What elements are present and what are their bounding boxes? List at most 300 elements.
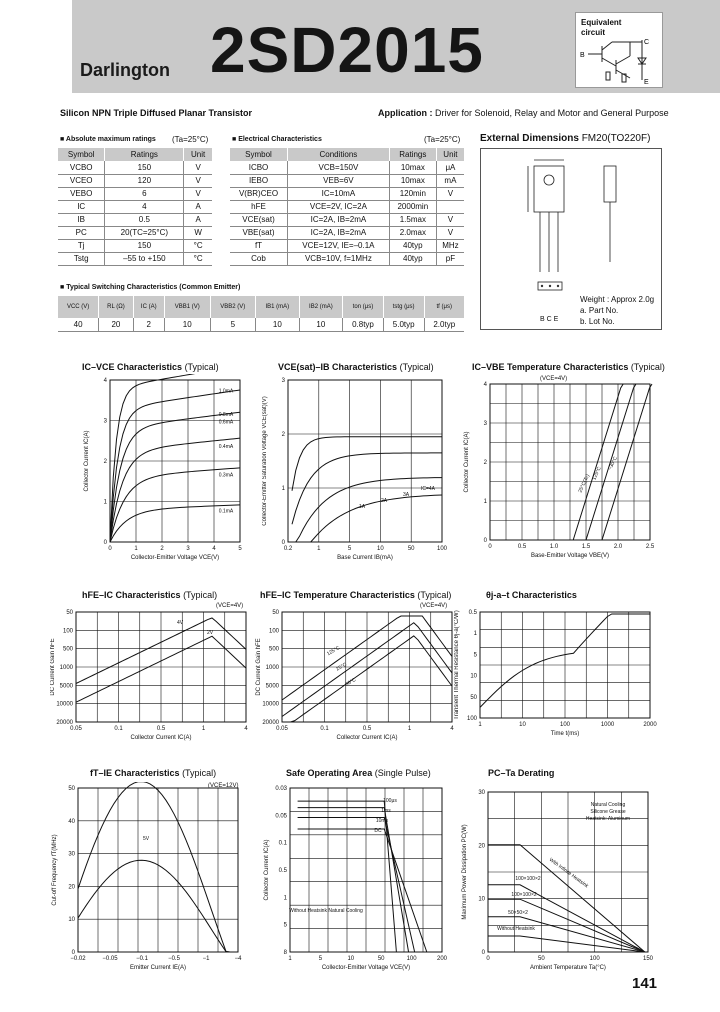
chart7-y-tick: 0 [71, 950, 75, 956]
elec-cell: VCE=2V, IC=2A [288, 200, 390, 213]
abs-max-cell: 150 [105, 161, 184, 174]
abs-max-col-header: Ratings [105, 148, 184, 161]
elec-cell: ICBO [230, 161, 288, 174]
chart1-y-tick: 4 [103, 378, 107, 384]
chart4-note: (Typical) [183, 590, 218, 600]
chart9-y-tick: 0 [481, 950, 485, 956]
switching-cell: 40 [58, 318, 99, 331]
chart8-y-tick: 0.05 [275, 813, 287, 820]
series-label: Darlington [80, 60, 170, 80]
chart6-x-tick: 10 [519, 722, 526, 728]
elec-cell: IC=2A, IB=2mA [288, 213, 390, 226]
elec-cell: 10max [389, 161, 436, 174]
chart1-y-tick: 0 [103, 540, 107, 546]
elec-cell: MHz [436, 239, 464, 252]
switching-col-header: VCC (V) [58, 296, 99, 318]
chart8-y-tick: 1 [283, 895, 287, 902]
chart4-cond: (VCE=4V) [216, 603, 244, 609]
switching-cell: 10 [299, 318, 343, 331]
chart5-x-tick: 0.05 [276, 726, 288, 732]
chart9-y-tick: 10 [478, 896, 485, 903]
device-subtitle: Silicon NPN Triple Diffused Planar Transistor [60, 108, 253, 118]
chart9-pc-ta [458, 782, 658, 972]
elec-cell: 10max [389, 174, 436, 187]
abs-max-cell: –55 to +150 [105, 252, 184, 265]
chart7-curve-label: 5V [142, 836, 150, 842]
chart5-curve-label: 25°C [335, 661, 348, 673]
switching-title: ■ Typical Switching Characteristics (Common Emitter) [60, 284, 241, 291]
chart4-xlabel: Collector Current IC(A) [130, 735, 192, 741]
switching-col-header: ton (μs) [343, 296, 384, 318]
chart3-curve-label: −30°C [607, 455, 619, 472]
abs-max-cell: °C [184, 252, 212, 265]
chart7-ft-ie [50, 782, 250, 972]
abs-max-cell: IB [58, 213, 105, 226]
abs-max-row [58, 226, 212, 239]
chart9-y-tick: 20 [478, 843, 485, 850]
elec-row [230, 252, 464, 265]
elec-cell: mA [436, 174, 464, 187]
chart7-y-tick: 10 [68, 917, 75, 924]
chart1-curve-label: 0.6mA [218, 419, 234, 426]
chart8-curve-label: Without Heatsink Natural Cooling [289, 908, 363, 914]
chart6-y-tick: 5 [473, 652, 477, 659]
abs-max-cell: 120 [105, 174, 184, 187]
chart6-x-tick: 1000 [600, 722, 615, 728]
chart6-y-tick: 1 [473, 631, 477, 638]
elec-col-header: Ratings [389, 148, 436, 161]
switching-cell: 5 [210, 318, 256, 331]
chart3-ylabel: Collector Current IC(A) [464, 431, 470, 493]
chart8-x-tick: 10 [347, 956, 355, 962]
switching-col-header: VBB2 (V) [210, 296, 256, 318]
elec-cell: IEBO [230, 174, 288, 187]
chart7-cond: (VCE=12V) [208, 783, 239, 789]
elec-cell: 2.0max [389, 226, 436, 239]
chart4-ylabel: DC Current Gain hFE [50, 638, 56, 696]
chart7-y-tick: 20 [68, 884, 75, 891]
chart6-xlabel: Time t(ms) [550, 731, 580, 737]
chart6-x-tick: 1 [478, 722, 482, 728]
chart8-curve-label: 100μs [383, 798, 397, 804]
ext-dim-title [480, 133, 650, 144]
chart7-title [90, 768, 216, 778]
chart4-y-tick: 20000 [56, 720, 73, 726]
chart3-note: (Typical) [630, 362, 665, 372]
abs-max-cell: Tj [58, 239, 105, 252]
chart4-y-tick: 500 [62, 646, 73, 653]
chart9-title: PC–Ta Derating [488, 768, 555, 778]
abs-max-cell: PC [58, 226, 105, 239]
chart2-y-tick: 2 [281, 432, 285, 438]
chart3-y-tick: 0 [483, 538, 487, 544]
pin-b-label: B [580, 52, 585, 59]
chart1-x-tick: 5 [238, 546, 242, 552]
chart4-hfe-ic [50, 604, 250, 754]
chart4-y-tick: 5000 [59, 683, 73, 690]
chart7-xlabel: Emitter Current IE(A) [129, 965, 187, 971]
chart2-x-tick: 100 [436, 546, 448, 552]
chart9-note: Silicone Grease [590, 809, 626, 815]
chart9-xlabel: Ambient Temperature Ta(°C) [530, 965, 606, 971]
chart9-curve-label: 100×100×2 [511, 892, 537, 898]
chart4-y-tick: 50 [66, 610, 73, 616]
chart2-y-tick: 3 [281, 378, 285, 384]
elec-table [230, 148, 464, 266]
elec-row [230, 213, 464, 226]
switching-cell: 20 [99, 318, 133, 331]
chart7-x-tick: −0.05 [102, 956, 118, 962]
lot-no-note: b. Lot No. [580, 317, 615, 326]
abs-max-title-text: Absolute maximum ratings [65, 136, 156, 143]
chart8-curve-label: 1ms [381, 808, 391, 814]
application-text: Driver for Solenoid, Relay and Motor and General Purpose [435, 108, 669, 118]
chart2-curve-label: 2A [380, 498, 388, 504]
chart8-y-tick: 0.03 [275, 786, 287, 792]
chart7-y-tick: 30 [68, 851, 75, 858]
chart8-soa [256, 782, 456, 972]
chart2-frame [288, 380, 442, 542]
abs-max-cell: VCBO [58, 161, 105, 174]
chart3-y-tick: 4 [483, 382, 487, 388]
chart3-title [472, 362, 665, 372]
elec-col-header: Symbol [230, 148, 288, 161]
chart8-y-tick: 0.5 [278, 868, 287, 874]
abs-max-row [58, 239, 212, 252]
elec-cell: 2000min [389, 200, 436, 213]
chart2-curve [292, 453, 442, 524]
elec-cell: VBE(sat) [230, 226, 288, 239]
chart7-x-tick: −0.5 [168, 956, 180, 962]
chart8-curve-label: 10ms [375, 818, 389, 824]
chart5-x-tick: 0.1 [320, 726, 329, 732]
elec-cell: 40typ [389, 252, 436, 265]
switching-col-header: tf (μs) [424, 296, 464, 318]
abs-max-cond: (Ta=25°C) [172, 135, 209, 144]
chart2-x-tick: 0.2 [283, 546, 293, 552]
chart5-title [260, 590, 451, 600]
elec-row [230, 187, 464, 200]
application-line [378, 108, 669, 118]
elec-cell [436, 200, 464, 213]
chart8-note: (Single Pulse) [374, 768, 431, 778]
ext-dim-package: FM20(TO220F) [581, 133, 651, 144]
elec-cell: V(BR)CEO [230, 187, 288, 200]
chart5-x-tick: 0.5 [362, 726, 372, 732]
abs-max-header-row [58, 148, 212, 161]
abs-max-row [58, 200, 212, 213]
chart8-x-tick: 1 [288, 956, 292, 962]
chart2-x-tick: 5 [347, 546, 352, 552]
chart2-x-tick: 10 [377, 546, 384, 552]
chart9-y-tick: 30 [478, 790, 485, 796]
abs-max-cell: 150 [105, 239, 184, 252]
chart2-xlabel: Base Current IB(mA) [337, 555, 393, 561]
abs-max-cell: V [184, 187, 212, 200]
elec-row [230, 161, 464, 174]
elec-cell: IC=2A, IB=2mA [288, 226, 390, 239]
chart6-theta-t [454, 604, 660, 754]
chart5-y-tick: 500 [268, 646, 279, 653]
switching-col-header: IB2 (mA) [299, 296, 343, 318]
abs-max-cell: 0.5 [105, 213, 184, 226]
switching-cell: 5.0typ [383, 318, 424, 331]
abs-max-cell: 6 [105, 187, 184, 200]
ext-dim-notes [580, 294, 654, 327]
elec-cell: VCE=12V, IE=–0.1A [288, 239, 390, 252]
chart3-x-tick: 1.0 [549, 544, 559, 550]
chart1-note: (Typical) [184, 362, 219, 372]
chart3-x-tick: 0 [488, 544, 492, 550]
switching-col-header: RL (Ω) [99, 296, 133, 318]
chart3-ic-vbe [460, 374, 660, 564]
elec-row [230, 239, 464, 252]
abs-max-row [58, 252, 212, 265]
abs-max-cell: V [184, 161, 212, 174]
switching-cell: 2 [133, 318, 164, 331]
abs-max-row [58, 187, 212, 200]
chart8-title [286, 768, 431, 778]
chart5-y-tick: 5000 [265, 683, 279, 690]
abs-max-cell: IC [58, 200, 105, 213]
chart2-y-tick: 0 [281, 540, 285, 546]
chart4-x-tick: 0.1 [114, 726, 123, 732]
chart5-x-tick: 4 [450, 726, 454, 732]
chart1-x-tick: 4 [212, 546, 216, 552]
abs-max-cell: VCEO [58, 174, 105, 187]
elec-row [230, 226, 464, 239]
switching-cell: 10 [256, 318, 300, 331]
abs-max-cell: VEBO [58, 187, 105, 200]
abs-max-col-header: Symbol [58, 148, 105, 161]
chart8-ylabel: Collector Current IC(A) [264, 839, 270, 901]
switching-col-header: IC (A) [133, 296, 164, 318]
part-no-note: a. Part No. [580, 306, 619, 315]
chart4-title-text: hFE–IC Characteristics [82, 590, 181, 600]
chart4-x-tick: 4 [244, 726, 248, 732]
chart5-title-text: hFE–IC Temperature Characteristics [260, 590, 415, 600]
chart5-y-tick: 100 [268, 628, 279, 635]
chart2-curve-label: 3A [402, 492, 410, 498]
chart8-x-tick: 50 [377, 956, 385, 962]
chart3-cond: (VCE=4V) [540, 376, 568, 382]
chart4-x-tick: 1 [201, 726, 206, 732]
elec-cell: VCB=10V, f=1MHz [288, 252, 390, 265]
chart1-y-tick: 2 [103, 459, 107, 465]
chart6-y-tick: 100 [466, 716, 477, 722]
chart5-cond: (VCE=4V) [420, 603, 448, 609]
equivalent-circuit-label: Equivalent circuit [581, 18, 622, 37]
elec-cell: 40typ [389, 239, 436, 252]
weight-note: Weight : Approx 2.0g [580, 295, 655, 304]
chart3-x-tick: 1.5 [581, 544, 591, 550]
chart1-title-text: IC–VCE Characteristics [82, 362, 183, 372]
chart1-x-tick: 3 [186, 546, 190, 552]
chart5-y-tick: 20000 [262, 720, 279, 726]
chart1-curve [110, 438, 240, 542]
chart8-title-text: Safe Operating Area [286, 768, 373, 778]
switching-col-header: VBB1 (V) [164, 296, 210, 318]
chart6-y-tick: 0.5 [468, 610, 477, 616]
chart4-curve-label: 2V [206, 630, 214, 636]
chart2-curve-label: IC=4A [420, 486, 436, 492]
switching-cell: 2.0typ [424, 318, 464, 331]
chart2-note: (Typical) [399, 362, 434, 372]
chart8-xlabel: Collector-Emitter Voltage VCE(V) [321, 965, 411, 971]
elec-cell: IC=10mA [288, 187, 390, 200]
chart8-x-tick: 5 [318, 956, 323, 962]
chart5-x-tick: 1 [407, 726, 412, 732]
chart3-x-tick: 0.5 [517, 544, 527, 550]
chart6-x-tick: 2000 [643, 722, 657, 728]
chart8-x-tick: 100 [406, 956, 417, 962]
chart7-note: (Typical) [182, 768, 217, 778]
elec-cond: (Ta=25°C) [424, 135, 461, 144]
pin-c-label: C [644, 39, 650, 46]
chart9-x-tick: 100 [589, 956, 600, 962]
abs-max-col-header: Unit [184, 148, 212, 161]
chart4-y-tick: 1000 [59, 665, 73, 671]
chart1-x-tick: 0 [108, 546, 112, 552]
chart1-x-tick: 1 [134, 546, 138, 552]
chart7-y-tick: 40 [68, 818, 75, 825]
elec-cell: VCB=150V [288, 161, 390, 174]
chart5-hfe-ic-temp [250, 604, 460, 754]
switching-table [58, 296, 464, 332]
abs-max-cell: 4 [105, 200, 184, 213]
pin-e-label: E [644, 79, 649, 86]
chart7-ylabel: Cut-off Frequency fT(MHz) [52, 834, 58, 906]
chart7-x-tick: −4 [234, 956, 242, 962]
part-number: 2SD2015 [210, 14, 484, 86]
chart9-x-tick: 50 [537, 956, 545, 962]
chart1-ylabel: Collector Current IC(A) [84, 430, 90, 492]
chart1-curve-label: 1.0mA [218, 388, 234, 395]
elec-cell: fT [230, 239, 288, 252]
chart3-y-tick: 2 [483, 460, 487, 466]
chart2-vcesat-ib [262, 374, 452, 564]
elec-cell: Cob [230, 252, 288, 265]
chart8-curve [298, 829, 427, 952]
chart6-y-tick: 50 [470, 694, 477, 701]
elec-cell: pF [436, 252, 464, 265]
chart1-ic-vce [60, 374, 250, 564]
chart8-curve-label: DC [374, 828, 382, 834]
chart3-curve-label: 125°C [591, 465, 603, 482]
abs-max-title: ■ Absolute maximum ratings [60, 136, 156, 143]
chart7-x-tick: −0.1 [136, 956, 148, 962]
abs-max-cell: A [184, 200, 212, 213]
abs-max-table [58, 148, 212, 266]
elec-cell: 1.5max [389, 213, 436, 226]
chart9-ylabel: Maximum Power Dissipation PC(W) [462, 824, 468, 920]
elec-cell: VEB=6V [288, 174, 390, 187]
chart5-curve-label: −30°C [341, 677, 358, 690]
chart1-y-tick: 3 [103, 418, 107, 425]
ext-dim-title-text: External Dimensions [480, 133, 579, 144]
chart1-curve [110, 468, 240, 542]
elec-cell: V [436, 187, 464, 200]
abs-max-cell: Tstg [58, 252, 105, 265]
chart4-y-tick: 100 [62, 628, 73, 635]
chart1-x-tick: 2 [160, 546, 164, 552]
chart4-title [82, 590, 217, 600]
chart9-x-tick: 150 [642, 956, 654, 962]
chart1-y-tick: 1 [103, 499, 107, 506]
elec-header-row [230, 148, 464, 161]
chart8-y-tick: 8 [283, 950, 287, 956]
chart4-y-tick: 10000 [56, 701, 73, 708]
chart1-curve-label: 0.4mA [218, 444, 234, 451]
chart2-x-tick: 1 [317, 546, 321, 552]
chart6-x-tick: 100 [559, 722, 571, 728]
chart5-note: (Typical) [417, 590, 452, 600]
chart2-ylabel: Collector-Emitter Saturation Voltage VCE(sat)(V) [262, 396, 268, 526]
chart5-ylabel: DC Current Gain hFE [256, 638, 262, 696]
abs-max-row [58, 174, 212, 187]
elec-title-text: Electrical Characteristics [238, 136, 322, 143]
chart1-title [82, 362, 219, 372]
elec-cell: μA [436, 161, 464, 174]
chart1-curve-label: 0.1mA [218, 508, 234, 515]
chart3-xlabel: Base-Emitter Voltage VBE(V) [530, 553, 610, 559]
switching-header-row [58, 296, 464, 318]
abs-max-cell: A [184, 213, 212, 226]
chart9-curve-label: With Infinite Heatsink [547, 856, 590, 890]
chart8-y-tick: 0.1 [278, 840, 287, 847]
elec-cell: 120min [389, 187, 436, 200]
chart1-curve-label: 0.3mA [218, 472, 234, 479]
chart9-curve-label: 50×50×2 [508, 910, 528, 916]
chart3-curve-label: 25°C(Tc) [577, 473, 592, 494]
switching-row [58, 318, 464, 331]
application-label: Application : [378, 108, 433, 118]
elec-title: ■ Electrical Characteristics [232, 136, 322, 143]
package-drawing [484, 152, 660, 292]
page-number: 141 [632, 975, 658, 992]
chart4-curve-label: 4V [176, 620, 184, 626]
chart2-curve [292, 495, 442, 542]
switching-cell: 0.8typ [343, 318, 384, 331]
chart1-xlabel: Collector-Emitter Voltage VCE(V) [130, 555, 220, 561]
switching-cell: 10 [164, 318, 210, 331]
chart8-x-tick: 200 [436, 956, 448, 962]
elec-col-header: Unit [436, 148, 464, 161]
chart3-x-tick: 2.0 [613, 544, 623, 550]
abs-max-cell: 20(TC=25°C) [105, 226, 184, 239]
chart7-y-tick: 50 [68, 786, 75, 792]
chart7-title-text: fT–IE Characteristics [90, 768, 180, 778]
abs-max-cell: W [184, 226, 212, 239]
chart6-y-tick: 10 [470, 673, 477, 680]
abs-max-cell: °C [184, 239, 212, 252]
chart9-note: Natural Cooling [590, 802, 626, 808]
chart9-curve-label: 100×100×2 [515, 876, 541, 882]
chart1-curve-label: 0.8mA [218, 411, 234, 418]
chart2-title-text: VCE(sat)–IB Characteristics [278, 362, 398, 372]
chart5-y-tick: 10000 [262, 701, 279, 708]
chart6-ylabel: Transient Thermal Resistance θj-a(°C/W) [454, 610, 460, 720]
chart2-curve [292, 478, 442, 542]
elec-row [230, 200, 464, 213]
chart3-y-tick: 1 [483, 499, 487, 505]
switching-title-text: Typical Switching Characteristics (Common Emitter) [66, 284, 241, 291]
chart9-x-tick: 0 [486, 956, 490, 962]
chart4-x-tick: 0.5 [156, 726, 166, 732]
chart7-x-tick: −0.02 [70, 956, 86, 962]
abs-max-row [58, 213, 212, 226]
pin-labels: B C E [540, 316, 559, 323]
